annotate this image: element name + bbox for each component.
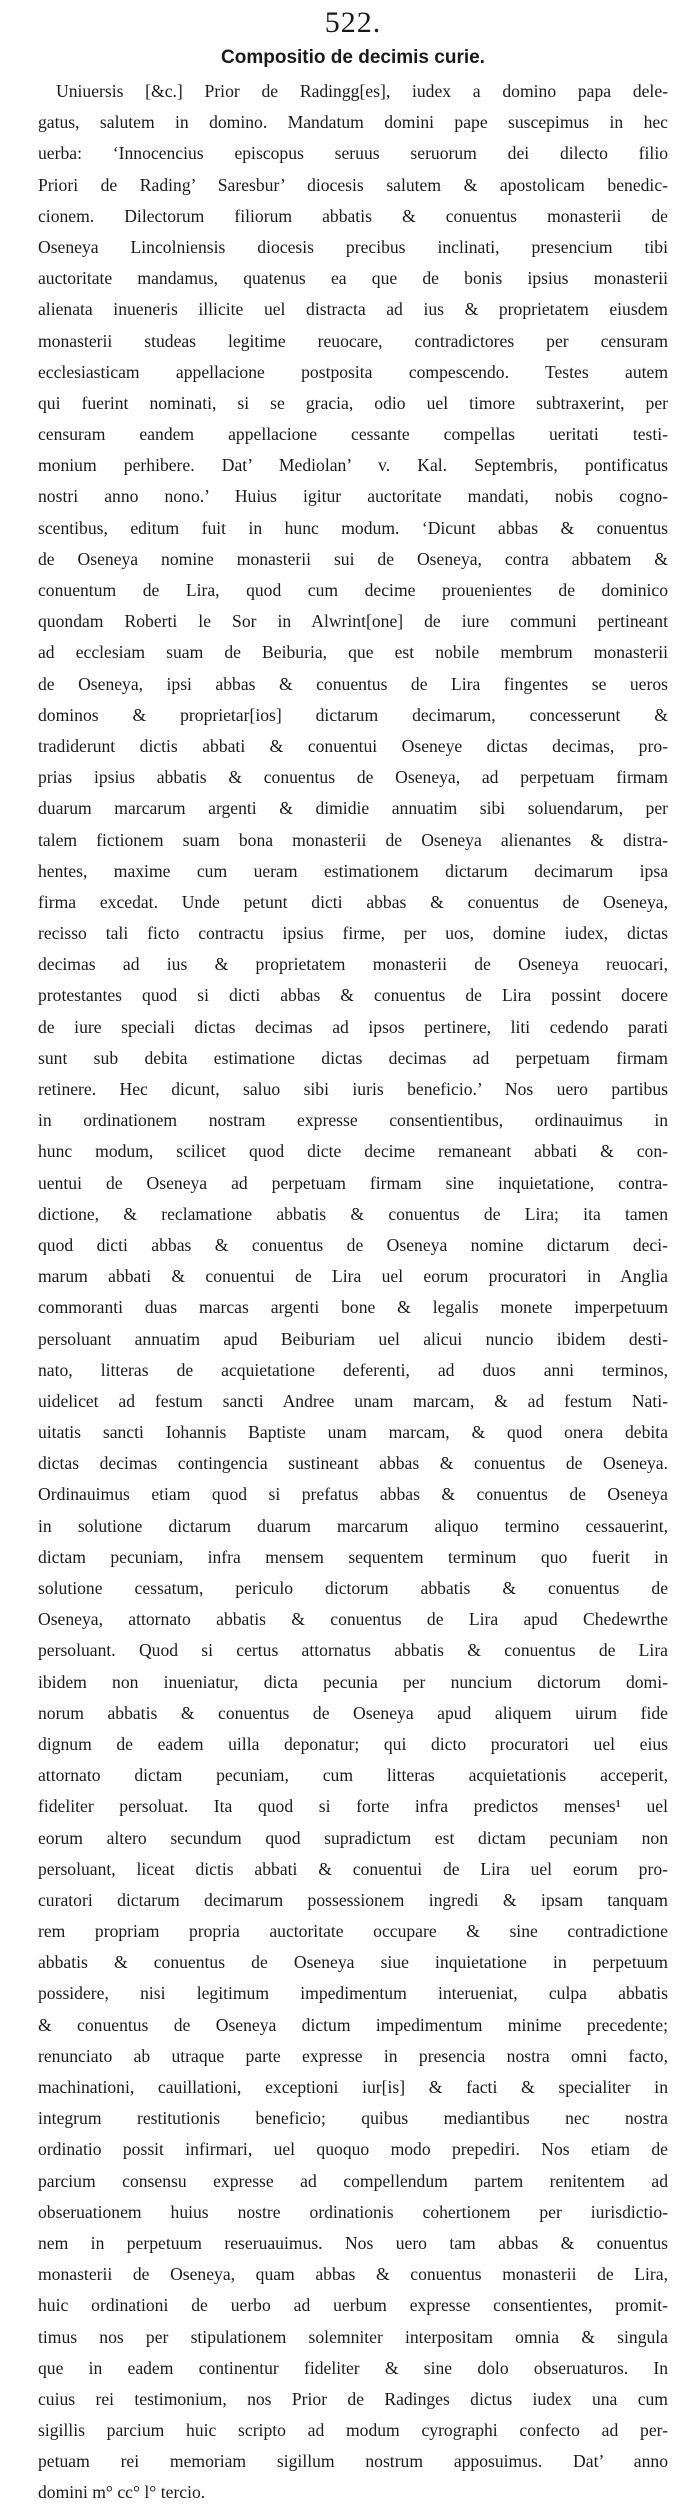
text-line: machinationi, cauillationi, exceptioni iur[is] & facti & specialiter in [38, 2077, 668, 2097]
text-line: dominos & proprietar[ios] dictarum decimarum, concesserunt & [38, 704, 668, 725]
text-line: hunc modum, scilicet quod dicte decime remaneant abbati & con- [38, 1141, 668, 1162]
text-line: cuius rei testimonium, nos Prior de Radinges dictus iudex una cum [38, 2388, 668, 2409]
text-line: scentibus, editum fuit in hunc modum. ‘Dicunt abbas & conuentus [38, 517, 668, 538]
text-line: petuam rei memoriam sigillum nostrum apposuimus. Dat’ anno [38, 2451, 668, 2472]
text-line: qui fuerint nominati, si se gracia, odio uel timore subtraxerint, per [38, 392, 668, 413]
text-line: persoluant. Quod si certus attornatus abbatis & conuentus de Lira [38, 1640, 668, 1661]
text-line: monasterii studeas legitime reuocare, contradictores per censuram [38, 330, 668, 351]
text-line: ibidem non inueniatur, dicta pecunia per nuncium dictorum domi- [38, 1671, 668, 1692]
text-line: attornato dictam pecuniam, cum litteras acquietationis acceperit, [38, 1765, 668, 1786]
text-line: quod dicti abbas & conuentus de Oseneya nomine dictarum deci- [38, 1234, 668, 1255]
text-line: nostri anno nono.’ Huius igitur auctoritate mandati, nobis cogno- [38, 486, 668, 507]
text-line: Oseneya Lincolniensis diocesis precibus inclinati, presencium tibi [38, 236, 668, 257]
text-line: renunciato ab utraque parte expresse in presencia nostra omni facto, [38, 2045, 668, 2066]
text-line: cionem. Dilectorum filiorum abbatis & conuentus monasterii de [38, 205, 668, 226]
text-line: commoranti duas marcas argenti bone & legalis monete imperpetuum [38, 1297, 668, 1318]
text-line: ad ecclesiam suam de Beiburia, que est nobile membrum monasterii [38, 642, 668, 663]
text-line: possidere, nisi legitimum impedimentum interueniat, culpa abbatis [38, 1983, 668, 2004]
text-line: solutione cessatum, periculo dictorum abbatis & conuentus de [38, 1578, 668, 1598]
text-line: de Oseneya, ipsi abbas & conuentus de Lira fingentes se ueros [38, 673, 668, 694]
text-line: Oseneya, attornato abbatis & conuentus de Lira apud Chedewrthe [38, 1609, 668, 1630]
text-line: firma excedat. Unde petunt dicti abbas & conuentus de Oseneya, [38, 891, 668, 912]
text-line: eorum altero secundum quod supradictum est dictam pecuniam non [38, 1827, 668, 1848]
text-line: domini m° cc° l° tercio. [38, 2482, 206, 2503]
text-line: marum abbati & conuentui de Lira uel eorum procuratori in Anglia [38, 1266, 668, 1287]
text-line: uidelicet ad festum sancti Andree unam marcam, & ad festum Nati- [38, 1390, 668, 1411]
text-line: dictam pecuniam, infra mensem sequentem terminum quo fuerit in [38, 1546, 668, 1567]
document-title: Compositio de decimis curie. [221, 47, 485, 68]
text-line: de Oseneya nomine monasterii sui de Oseneya, contra abbatem & [38, 548, 668, 569]
text-line: abbatis & conuentus de Oseneya siue inquietatione in perpetuum [38, 1952, 668, 1973]
text-line: curatori dictarum decimarum possessionem ingredi & ipsam tanquam [38, 1889, 668, 1910]
text-line: persoluant annuatim apud Beiburiam uel alicui nuncio ibidem desti- [38, 1328, 668, 1349]
text-line: recisso tali ficto contractu ipsius firme, per uos, domine iudex, dictas [38, 923, 668, 944]
text-line: alienata inueneris illicite uel distracta ad ius & proprietatem eiusdem [38, 299, 668, 320]
text-line: dictas decimas contingencia sustineant abbas & conuentus de Oseneya. [38, 1453, 668, 1474]
text-line: prias ipsius abbatis & conuentus de Oseneya, ad perpetuam firmam [38, 767, 668, 788]
text-line: Priori de Rading’ Saresbur’ diocesis salutem & apostolicam benedic- [38, 174, 668, 195]
text-line: uerba: ‘Innocencius episcopus seruus seruorum dei dilecto filio [38, 143, 668, 164]
text-line: timus nos per stipulationem solemniter interpositam omnia & singula [38, 2326, 668, 2347]
text-line: quondam Roberti le Sor in Alwrint[one] de iure communi pertineant [38, 611, 668, 632]
text-line: sigillis parcium huic scripto ad modum cyrographi confecto ad per- [38, 2420, 668, 2441]
charter-text [38, 76, 668, 2509]
text-line: talem fictionem suam bona monasterii de Oseneya alienantes & distra- [38, 829, 668, 850]
document-page [38, 0, 668, 2509]
text-line: in ordinationem nostram expresse consentientibus, ordinauimus in [38, 1110, 668, 1131]
text-line: decimas ad ius & proprietatem monasterii de Oseneya reuocari, [38, 954, 668, 975]
text-line: retinere. Hec dicunt, saluo sibi iuris beneficio.’ Nos uero partibus [38, 1079, 668, 1099]
text-line: monasterii de Oseneya, quam abbas & conuentus monasterii de Lira, [38, 2264, 668, 2285]
text-line: dictione, & reclamatione abbatis & conuentus de Lira; ita tamen [38, 1203, 668, 1224]
text-line: & conuentus de Oseneya dictum impedimentum minime precedente; [38, 2014, 668, 2035]
text-line: nato, litteras de acquietatione deferenti, ad duos anni terminos, [38, 1359, 668, 1380]
text-line: Uniuersis [&c.] Prior de Radingg[es], iudex a domino papa dele- [56, 81, 668, 101]
text-line: censuram eandem appellacione cessante compellas ueritati testi- [38, 424, 668, 445]
text-line: ecclesiasticam appellacione postposita compescendo. Testes autem [38, 361, 668, 382]
text-line: conuentum de Lira, quod cum decime prouenientes de dominico [38, 580, 668, 600]
text-line: Ordinauimus etiam quod si prefatus abbas & conuentus de Oseneya [38, 1484, 668, 1505]
text-line: dignum de eadem uilla deponatur; qui dicto procuratori uel eius [38, 1733, 668, 1754]
text-line: monium perhibere. Dat’ Mediolan’ v. Kal. Septembris, pontificatus [38, 455, 668, 476]
text-line: tradiderunt dictis abbati & conuentui Oseneye dictas decimas, pro- [38, 735, 668, 756]
text-line: obseruationem huius nostre ordinationis cohertionem per iurisdictio- [38, 2201, 668, 2222]
text-line: in solutione dictarum duarum marcarum aliquo termino cessauerint, [38, 1515, 668, 1536]
text-line: nem in perpetuum reseruauimus. Nos uero tam abbas & conuentus [38, 2232, 668, 2253]
text-line: rem propriam propria auctoritate occupare & sine contradictione [38, 1921, 668, 1942]
text-line: uitatis sancti Iohannis Baptiste unam marcam, & quod onera debita [38, 1422, 668, 1443]
text-line: auctoritate mandamus, quatenus ea que de bonis ipsius monasterii [38, 268, 668, 289]
text-line: gatus, salutem in domino. Mandatum domini pape suscepimus in hec [38, 112, 668, 133]
text-line: de iure speciali dictas decimas ad ipsos pertinere, liti cedendo parati [38, 1016, 668, 1037]
text-line: norum abbatis & conuentus de Oseneya apud aliquem uirum fide [38, 1702, 668, 1723]
text-line: ordinatio possit infirmari, uel quoquo modo prepediri. Nos etiam de [38, 2139, 668, 2160]
text-line: protestantes quod si dicti abbas & conuentus de Lira possint docere [38, 985, 668, 1006]
text-line: persoluant, liceat dictis abbati & conuentui de Lira uel eorum pro- [38, 1858, 668, 1879]
text-line: duarum marcarum argenti & dimidie annuatim sibi soluendarum, per [38, 798, 668, 819]
text-line: hentes, maxime cum ueram estimationem dictarum decimarum ipsa [38, 860, 668, 881]
page-number: 522. [324, 6, 382, 39]
text-line: integrum restitutionis beneficio; quibus mediantibus nec nostra [38, 2108, 668, 2129]
text-line: uentui de Oseneya ad perpetuam firmam sine inquietatione, contra- [38, 1172, 668, 1193]
text-line: sunt sub debita estimatione dictas decimas ad perpetuam firmam [38, 1047, 668, 1068]
text-line: que in eadem continentur fideliter & sine dolo obseruaturos. In [38, 2357, 668, 2378]
text-line: huic ordinationi de uerbo ad uerbum expresse consentientes, promit- [38, 2295, 668, 2316]
text-line: fideliter persoluat. Ita quod si forte infra predictos menses¹ uel [38, 1796, 668, 1817]
text-line: parcium consensu expresse ad compellendum partem renitentem ad [38, 2170, 668, 2191]
